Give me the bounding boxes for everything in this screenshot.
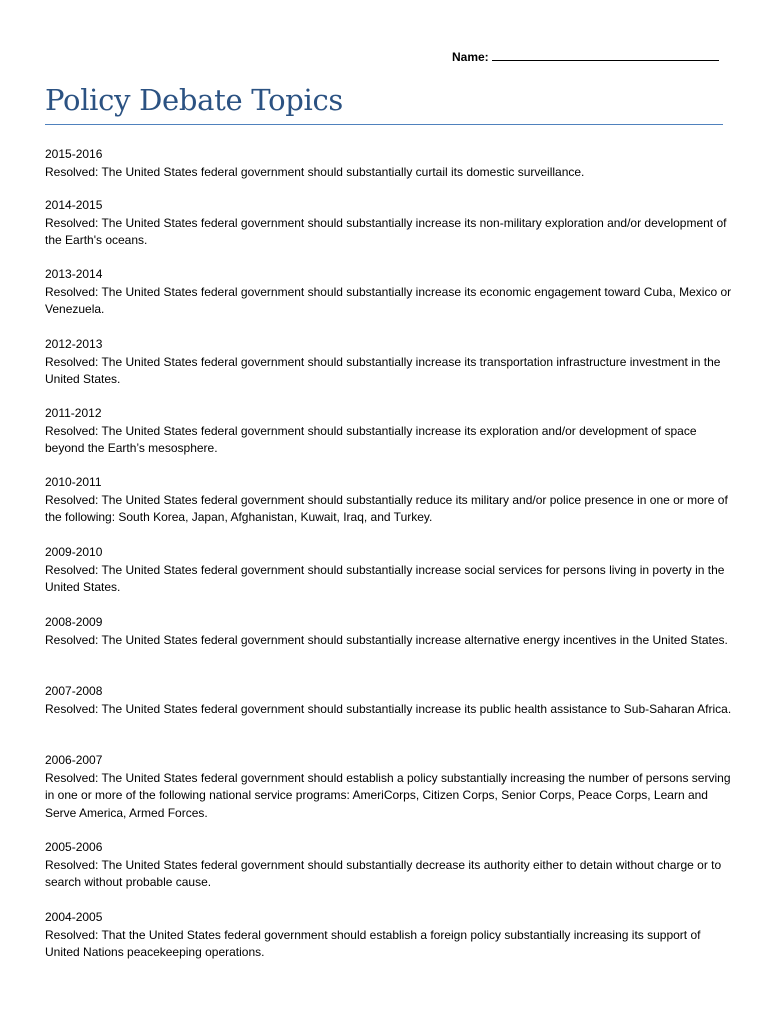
topic-resolution: Resolved: The United States federal government should substantially increase alternative energy incentives in the United States. (45, 632, 728, 647)
topic-year: 2015-2016 (45, 147, 103, 161)
topic-resolution: Resolved: The United States federal government should substantially increase its exploration and/or development of space beyond the Earth’s mesosphere. (45, 423, 697, 455)
title-divider (45, 124, 723, 125)
topic-year: 2014-2015 (45, 198, 103, 212)
topic-item (45, 266, 735, 319)
topic-item (45, 405, 735, 458)
topic-resolution: Resolved: The United States federal government should substantially curtail its domestic surveillance. (45, 164, 585, 179)
topic-resolution: Resolved: That the United States federal government should establish a foreign policy substantially increasing its support of United Nations peacekeeping operations. (45, 927, 701, 959)
topic-year: 2011-2012 (45, 406, 102, 420)
topic-year: 2005-2006 (45, 840, 103, 854)
topic-item (45, 683, 735, 718)
topic-resolution: Resolved: The United States federal government should substantially increase social services for persons living in poverty in the United States. (45, 562, 725, 594)
topic-resolution: Resolved: The United States federal government should substantially increase its economic engagement toward Cuba, Mexico or Venezuela. (45, 284, 732, 316)
topic-year: 2006-2007 (45, 753, 103, 767)
topic-resolution: Resolved: The United States federal government should substantially decrease its authority either to detain without charge or to search without probable cause. (45, 857, 722, 889)
topic-resolution: Resolved: The United States federal government should substantially increase its public health assistance to Sub-Saharan Africa. (45, 701, 732, 716)
topic-item (45, 336, 735, 389)
topic-year: 2008-2009 (45, 615, 103, 629)
topic-resolution: Resolved: The United States federal government should substantially increase its transportation infrastructure investment in the United States. (45, 354, 721, 386)
topic-resolution: Resolved: The United States federal government should substantially reduce its military and/or police presence in one or more of the following: South Korea, Japan, Afghanistan, Kuwait, Iraq, and Turkey. (45, 492, 728, 524)
topic-item (45, 197, 735, 250)
topic-year: 2009-2010 (45, 545, 103, 559)
topic-resolution: Resolved: The United States federal government should establish a policy substantially increasing the number of persons serving in one or more of the following national service programs: AmeriCorps, Citizen Corps, Senior Corps, Peace Corps, Learn and Serve America, Armed Forces. (45, 770, 731, 820)
topic-year: 2007-2008 (45, 684, 103, 698)
topic-item (45, 909, 735, 962)
topic-item (45, 544, 735, 597)
name-field (452, 48, 719, 64)
topic-year: 2004-2005 (45, 910, 103, 924)
topic-item (45, 474, 735, 527)
name-blank-line (492, 48, 719, 61)
topic-year: 2012-2013 (45, 337, 103, 351)
name-label: Name: (452, 50, 489, 64)
topic-item (45, 146, 735, 181)
topic-item (45, 752, 735, 822)
topic-year: 2010-2011 (45, 475, 102, 489)
topic-item (45, 614, 735, 649)
topic-resolution: Resolved: The United States federal government should substantially increase its non-military exploration and/or development of the Earth's oceans. (45, 215, 727, 247)
topic-item (45, 839, 735, 892)
page-title: Policy Debate Topics (45, 83, 344, 117)
topic-year: 2013-2014 (45, 267, 103, 281)
